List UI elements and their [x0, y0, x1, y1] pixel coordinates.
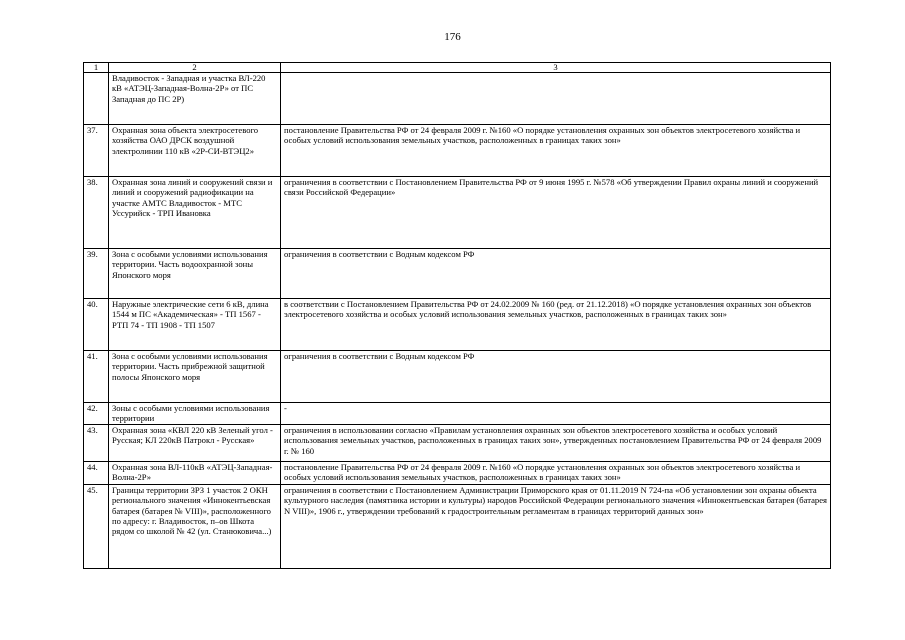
zone-name: Наружные электрические сети 6 кВ, длина 1544 м ПС «Академическая» - ТП 1567 - РТП 74 - ТП 1908 - ТП 1507 [109, 299, 281, 351]
table-row [84, 73, 831, 125]
zones-table [83, 62, 831, 569]
row-number: 45. [84, 485, 109, 569]
zone-name: Охранная зона ВЛ-110кВ «АТЭЦ-Западная-Волна-2Р» [109, 462, 281, 485]
legal-basis: в соответствии с Постановлением Правительства РФ от 24.02.2009 № 160 (ред. от 21.12.2018) «О порядке установления охранных зон объектов электросетевого хозяйства и особых условий использования земельных участков, расположенных в границах таких зон» [281, 299, 831, 351]
legal-basis: ограничения в соответствии с Водным кодексом РФ [281, 351, 831, 403]
table-row [84, 462, 831, 485]
table-row [84, 425, 831, 462]
row-number: 40. [84, 299, 109, 351]
page-number: 176 [444, 31, 461, 43]
row-number: 39. [84, 249, 109, 299]
table-row [84, 249, 831, 299]
legal-basis: постановление Правительства РФ от 24 февраля 2009 г. №160 «О порядке установления охранных зон объектов электросетевого хозяйства и особых условий использования земельных участков, расположенных в границах таких зон» [281, 125, 831, 177]
column-header-3: 3 [281, 63, 831, 73]
table-row [84, 125, 831, 177]
table-header [84, 63, 831, 73]
row-number: 43. [84, 425, 109, 462]
table-row [84, 177, 831, 249]
legal-basis: постановление Правительства РФ от 24 февраля 2009 г. №160 «О порядке установления охранных зон объектов электросетевого хозяйства и особых условий использования земельных участков, расположенных в границах таких зон» [281, 462, 831, 485]
legal-basis: - [281, 403, 831, 425]
row-number: 41. [84, 351, 109, 403]
zone-name: Зоны с особыми условиями использования территории [109, 403, 281, 425]
row-number: 42. [84, 403, 109, 425]
zone-name: Владивосток - Западная и участка ВЛ-220 кВ «АТЭЦ-Западная-Волна-2Р» от ПС Западная до ПС 2Р) [109, 73, 281, 125]
zone-name: Границы территории ЗРЗ 1 участок 2 ОКН регионального значения «Иннокентьевская батарея (батарея № VIII)», расположенного по адресу: г. Владивосток, п–ов Шкота рядом со школой № 42 (ул. Станюковича...) [109, 485, 281, 569]
zone-name: Охранная зона объекта электросетевого хозяйства ОАО ДРСК воздушной электролинии 110 кВ «2Р-СИ-ВТЭЦ2» [109, 125, 281, 177]
zone-name: Зона с особыми условиями использования территории. Часть прибрежной защитной полосы Японского моря [109, 351, 281, 403]
header-row [84, 63, 831, 73]
zone-name: Охранная зона «КВЛ 220 кВ Зеленый угол - Русская; КЛ 220кВ Патрокл - Русская» [109, 425, 281, 462]
legal-basis: ограничения в соответствии с Водным кодексом РФ [281, 249, 831, 299]
table-row [84, 299, 831, 351]
legal-basis: ограничения в использовании согласно «Правилам установления охранных зон объектов электросетевого хозяйства и особых условий использования земельных участков, расположенных в границах таких зон», утвержденных постановлением Правительства РФ от 24 февраля 2009 г. № 160 [281, 425, 831, 462]
row-number: 38. [84, 177, 109, 249]
zone-name: Зона с особыми условиями использования территории. Часть водоохранной зоны Японского моря [109, 249, 281, 299]
table-row [84, 403, 831, 425]
zone-name: Охранная зона линий и сооружений связи и линий и сооружений радиофикации на участке АМТС Владивосток - МТС Уссурийск - ТРП Ивановка [109, 177, 281, 249]
table-row [84, 351, 831, 403]
legal-basis: ограничения в соответствии с Постановлением Правительства РФ от 9 июня 1995 г. №578 «Об утверждении Правил охраны линий и сооружений связи Российской Федерации» [281, 177, 831, 249]
legal-basis: ограничения в соответствии с Постановлением Администрации Приморского края от 01.11.2019 N 724-па «Об установлении зон охраны объекта культурного наследия (памятника истории и культуры) народов Российской Федерации регионального значения «Иннокентьевская батарея (батарея N VIII)», 1906 г., утверждении требований к градостроительным регламентам в границах территорий данных зон» [281, 485, 831, 569]
row-number: 37. [84, 125, 109, 177]
column-header-2: 2 [109, 63, 281, 73]
column-header-1: 1 [84, 63, 109, 73]
table-row [84, 485, 831, 569]
legal-basis [281, 73, 831, 125]
row-number: 44. [84, 462, 109, 485]
row-number [84, 73, 109, 125]
